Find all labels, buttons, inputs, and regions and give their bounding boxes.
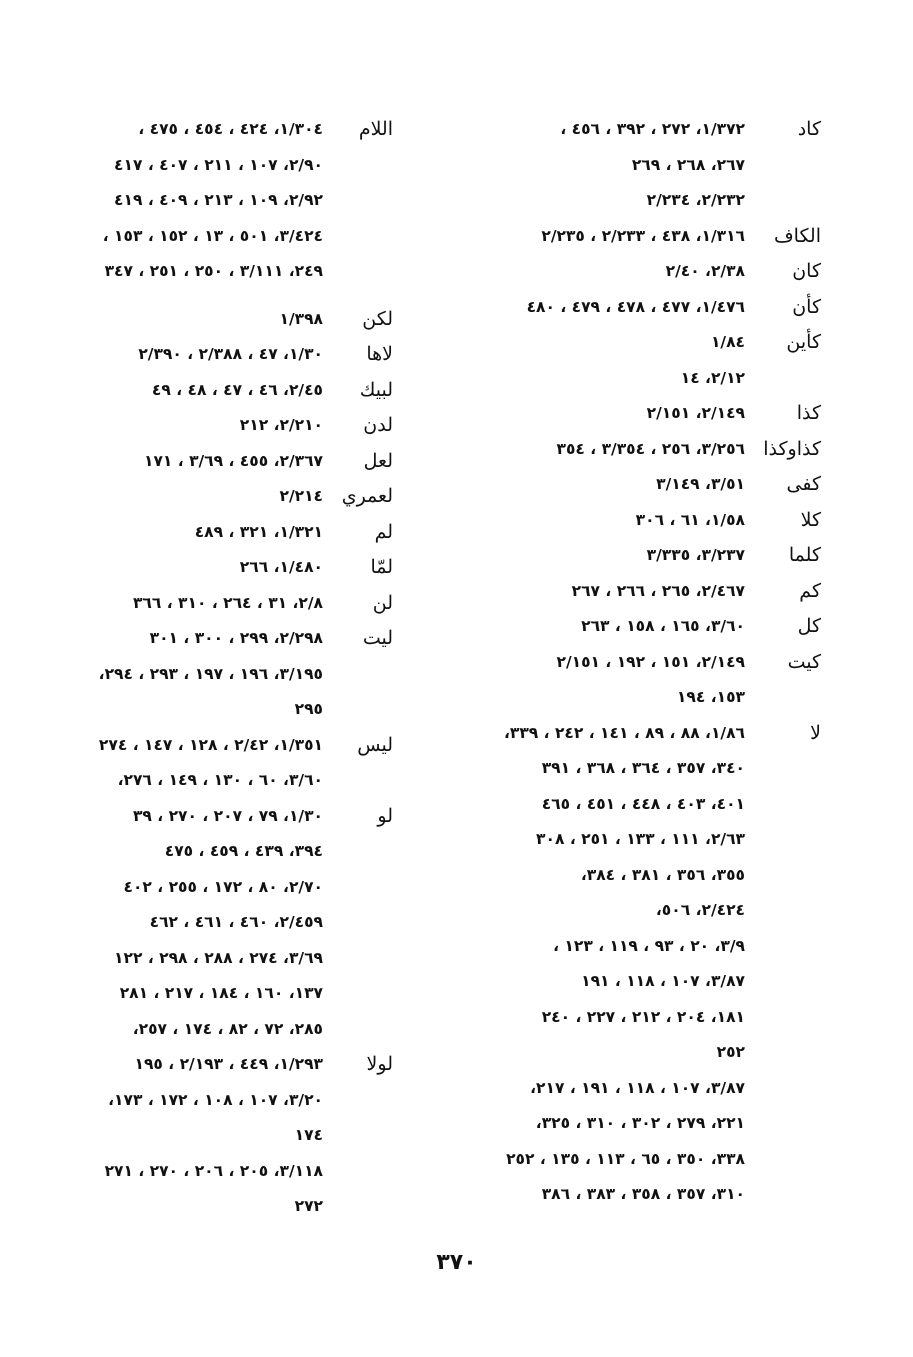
- index-entry: [0, 941, 393, 977]
- index-term: كفى: [786, 473, 821, 495]
- index-entry: [0, 219, 393, 255]
- index-entry: [421, 290, 821, 326]
- page-references: ٢٢١، ٢٧٩ ، ٣٠٢ ، ٣١٠ ، ٣٢٥،: [535, 1114, 745, 1132]
- page-references: ٣/٦٠، ١٦٥ ، ١٥٨ ، ٢٦٣: [581, 617, 745, 635]
- page-references: ٢/١٤٩، ٢/١٥١: [646, 404, 745, 422]
- index-entry: [0, 408, 393, 444]
- index-entry: [0, 763, 393, 799]
- index-entry: [421, 1035, 821, 1071]
- index-entry: [0, 515, 393, 551]
- page-references: ٢/٣٦٧، ٤٥٥ ، ٣/٦٩ ، ١٧١: [143, 451, 323, 470]
- page-references: ١/٣٠، ٧٩ ، ٢٠٧ ، ٢٧٠ ، ٣٩: [132, 806, 323, 825]
- index-entry: [0, 1012, 393, 1048]
- index-term: كم: [799, 579, 821, 602]
- page-references: ٢/٢٩٨، ٢٩٩ ، ٣٠٠ ، ٣٠١: [149, 629, 323, 647]
- page-references: ٢/٨، ٣١ ، ٢٦٤ ، ٣١٠ ، ٣٦٦: [132, 593, 323, 612]
- index-term: لمّا: [370, 556, 393, 578]
- page-references: ٢/٣٨، ٢/٤٠: [665, 262, 745, 280]
- index-entry: [0, 728, 393, 764]
- index-entry: [0, 479, 393, 515]
- page-references: ١/٣٠٤، ٤٢٤ ، ٤٥٤ ، ٤٧٥ ،: [138, 120, 323, 138]
- page-references: ١٥٣، ١٩٤: [676, 688, 745, 706]
- index-entry: [0, 1118, 393, 1154]
- page-references: ٣٣٨، ٣٥٠ ، ٦٥ ، ١١٣ ، ١٣٥ ، ٢٥٢: [506, 1149, 745, 1168]
- index-entry: [0, 657, 393, 693]
- page-references: ٢/١٢، ١٤: [680, 368, 745, 387]
- index-entry: [0, 302, 393, 338]
- index-entry: [421, 254, 821, 290]
- index-entry: [0, 799, 393, 835]
- page-references: ٣/١١٨، ٢٠٥ ، ٢٠٦ ، ٢٧٠ ، ٢٧١: [104, 1161, 323, 1180]
- page-references: ٣/٦٠، ٦٠ ، ١٣٠ ، ١٤٩ ، ٢٧٦،: [117, 771, 323, 789]
- index-term: كذاوكذا: [763, 437, 821, 460]
- page-references: ٣٩٤، ٤٣٩ ، ٤٥٩ ، ٤٧٥: [164, 842, 323, 860]
- index-term: ليس: [357, 733, 393, 756]
- page-references: ٢٧٢: [294, 1197, 323, 1215]
- page-references: ٢/٤٥٩، ٤٦٠ ، ٤٦١ ، ٤٦٢: [149, 913, 323, 931]
- page-references: ١/٨٦، ٨٨ ، ٨٩ ، ١٤١ ، ٢٤٢ ، ٣٣٩،: [504, 723, 745, 742]
- index-entry: [421, 432, 821, 468]
- index-entry: [421, 751, 821, 787]
- index-term: لدن: [363, 414, 393, 436]
- index-term: لولا: [366, 1053, 393, 1075]
- index-entry: [0, 337, 393, 373]
- page-references: ٢٥٢: [716, 1043, 745, 1061]
- index-entry: [421, 1142, 821, 1178]
- index-entry: [421, 361, 821, 397]
- index-entry: [421, 325, 821, 361]
- page-references: ١/٤٧٦، ٤٧٧ ، ٤٧٨ ، ٤٧٩ ، ٤٨٠: [526, 297, 745, 316]
- index-entry: [421, 716, 821, 752]
- index-term: كلما: [788, 544, 821, 566]
- index-entry: [0, 586, 393, 622]
- index-entry: [421, 822, 821, 858]
- page-references: ١٧٤: [294, 1126, 323, 1144]
- page-references: ٤٠١، ٤٠٣ ، ٤٤٨ ، ٤٥١ ، ٤٦٥: [541, 794, 745, 813]
- page-references: ٢/٤٢٤، ٥٠٦،: [655, 901, 745, 919]
- page-references: ١٨١، ٢٠٤ ، ٢١٢ ، ٢٢٧ ، ٢٤٠: [541, 1007, 745, 1026]
- index-entry: [0, 621, 393, 657]
- page-references: ٢/٤٦٧، ٢٦٥ ، ٢٦٦ ، ٢٦٧: [571, 581, 745, 600]
- index-term: كأن: [792, 295, 821, 318]
- index-entry: [421, 609, 821, 645]
- index-entry: [421, 574, 821, 610]
- page-references: ٢٩٥: [294, 700, 323, 718]
- index-entry: [0, 148, 393, 184]
- page-references: ٣/٢٣٧، ٣/٣٣٥: [646, 546, 745, 564]
- index-entry: [421, 645, 821, 681]
- index-term: كان: [792, 260, 821, 282]
- page-references: ٣٥٥، ٣٥٦ ، ٣٨١ ، ٣٨٤،: [580, 865, 745, 884]
- index-term: لعل: [363, 449, 393, 472]
- index-entry: [421, 467, 821, 503]
- index-entry: [421, 183, 821, 219]
- index-term: كذا: [796, 402, 821, 424]
- index-entry: [0, 870, 393, 906]
- index-entry: [421, 538, 821, 574]
- index-term: لعمري: [341, 485, 393, 507]
- page-references: ٢/٤٥، ٤٦ ، ٤٧ ، ٤٨ ، ٤٩: [151, 380, 323, 399]
- index-entry: [0, 1083, 393, 1119]
- index-column-left: [0, 112, 393, 1225]
- index-entry: [421, 893, 821, 929]
- page-references: ١/٨٤: [710, 333, 745, 351]
- index-term: لاها: [366, 343, 393, 365]
- index-entry: [421, 112, 821, 148]
- index-entry: [0, 976, 393, 1012]
- page-references: ١/٣٠، ٤٧ ، ٢/٣٨٨ ، ٢/٣٩٠: [138, 345, 323, 363]
- index-entry: [0, 1189, 393, 1225]
- page-references: ١/٣٧٢، ٢٧٢ ، ٣٩٢ ، ٤٥٦ ،: [560, 120, 745, 138]
- index-entry: [421, 858, 821, 894]
- index-entry: [0, 254, 393, 290]
- index-entry: [421, 1177, 821, 1213]
- page-references: ٣/٦٩، ٢٧٤ ، ٢٨٨ ، ٢٩٨ ، ١٢٢: [114, 948, 323, 967]
- index-term: كل: [797, 615, 821, 637]
- page-references: ١/٤٨٠، ٢٦٦: [239, 558, 323, 576]
- index-entry: [421, 396, 821, 432]
- page-references: ٢/٩٢، ١٠٩ ، ٢١٣ ، ٤٠٩ ، ٤١٩: [114, 191, 323, 209]
- page-references: ٣٤٠، ٣٥٧ ، ٣٦٤ ، ٣٦٨ ، ٣٩١: [541, 759, 745, 777]
- page-references: ٣/٩، ٢٠ ، ٩٣ ، ١١٩ ، ١٢٣ ،: [553, 936, 745, 955]
- page-references: ٣/٢٠، ١٠٧ ، ١٠٨ ، ١٧٢ ، ١٧٣،: [108, 1090, 323, 1109]
- index-entry: [421, 148, 821, 184]
- index-term: اللام: [358, 118, 393, 140]
- page-references: ٢/٦٣، ١١١ ، ١٣٣ ، ٢٥١ ، ٣٠٨: [536, 830, 745, 848]
- page-references: ٢٦٧، ٢٦٨ ، ٢٦٩: [631, 155, 745, 174]
- page-references: ١/٣٢١، ٣٢١ ، ٤٨٩: [194, 522, 323, 541]
- page-references: ١/٣٥١، ٢/٤٢ ، ١٢٨ ، ١٤٧ ، ٢٧٤: [98, 735, 323, 754]
- page-references: ٣/٨٧، ١٠٧ ، ١١٨ ، ١٩١: [581, 972, 745, 990]
- page-references: ١/٢٩٣، ٤٤٩ ، ٢/١٩٣ ، ١٩٥: [134, 1055, 323, 1073]
- index-entry: [0, 1047, 393, 1083]
- index-entry: [421, 1000, 821, 1036]
- page-references: ١/٣١٦، ٤٣٨ ، ٢/٢٣٣ ، ٢/٢٣٥: [541, 226, 745, 245]
- index-entry: [0, 834, 393, 870]
- index-entry: [421, 680, 821, 716]
- index-entry: [421, 1106, 821, 1142]
- index-term: كيت: [787, 650, 821, 673]
- index-entry: [0, 183, 393, 219]
- page-references: ٣/٨٧، ١٠٧ ، ١١٨ ، ١٩١ ، ٢١٧،: [530, 1078, 745, 1097]
- index-entry: [0, 373, 393, 409]
- page-references: ٣/١٩٥، ١٩٦ ، ١٩٧ ، ٢٩٣ ، ٢٩٤،: [98, 664, 323, 683]
- page-references: ٣/٢٥٦، ٢٥٦ ، ٣/٣٥٤ ، ٣٥٤: [556, 439, 745, 458]
- index-term: كلا: [800, 508, 821, 531]
- index-entry: [0, 444, 393, 480]
- page-references: ٣١٠، ٣٥٧ ، ٣٥٨ ، ٣٨٣ ، ٣٨٦: [541, 1185, 745, 1203]
- page-number: ٣٧٠: [436, 1250, 477, 1275]
- index-entry: [421, 1071, 821, 1107]
- index-term: لم: [374, 520, 393, 543]
- index-entry: [0, 112, 393, 148]
- index-entry: [0, 905, 393, 941]
- index-entry: [421, 787, 821, 823]
- index-term: لا: [810, 721, 821, 744]
- page-references: ١٣٧، ١٦٠ ، ١٨٤ ، ٢١٧ ، ٢٨١: [119, 984, 323, 1002]
- page-references: ٣/٤٢٤، ٥٠١ ، ١٣ ، ١٥٢ ، ١٥٣ ،: [102, 226, 323, 245]
- page-references: ١/٣٩٨: [279, 309, 323, 328]
- index-entry: [0, 692, 393, 728]
- page-references: ٢/٢١٤: [279, 487, 323, 505]
- index-entry: [421, 503, 821, 539]
- index-term: لن: [372, 591, 393, 614]
- page-references: ٢/١٤٩، ١٥١ ، ١٩٢ ، ٢/١٥١: [556, 652, 745, 671]
- index-term: كاد: [797, 118, 821, 140]
- page-references: ٢٤٩، ٣/١١١ ، ٢٥٠ ، ٢٥١ ، ٣٤٧: [104, 262, 323, 280]
- page-references: ٢/٧٠، ٨٠ ، ١٧٢ ، ٢٥٥ ، ٤٠٢: [123, 877, 323, 896]
- index-entry: [0, 1154, 393, 1190]
- index-entry: [0, 550, 393, 586]
- page-references: ٢٨٥، ٧٢ ، ٨٢ ، ١٧٤ ، ٢٥٧،: [132, 1019, 323, 1038]
- page-references: ٢/٩٠، ١٠٧ ، ٢١١ ، ٤٠٧ ، ٤١٧: [114, 155, 323, 174]
- index-entry: [421, 219, 821, 255]
- index-term: لو: [377, 804, 393, 827]
- page-references: ٣/٥١، ٣/١٤٩: [656, 475, 745, 493]
- index-column-right: [421, 112, 821, 1213]
- index-term: ليت: [362, 627, 393, 649]
- index-term: لكن: [362, 307, 393, 330]
- page-references: ٢/٢٣٢، ٢/٢٣٤: [646, 191, 745, 209]
- index-entry: [421, 929, 821, 965]
- index-term: لبيك: [359, 378, 393, 401]
- index-term: الكاف: [773, 224, 821, 247]
- index-entry: [421, 964, 821, 1000]
- page-references: ٢/٢١٠، ٢١٢: [239, 416, 323, 434]
- index-term: كأين: [786, 331, 821, 353]
- page-references: ١/٥٨، ٦١ ، ٣٠٦: [635, 510, 745, 529]
